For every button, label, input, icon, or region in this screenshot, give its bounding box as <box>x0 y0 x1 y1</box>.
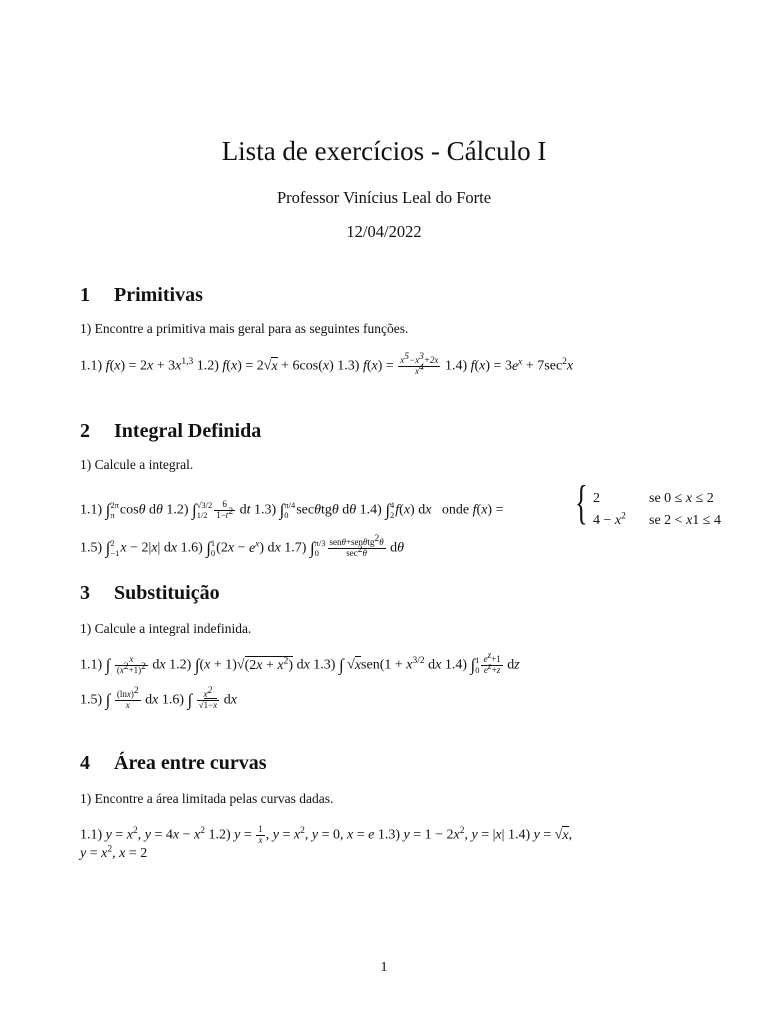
formula-line: 1.1) $y = x^2$, $y = 4x - x^2$ 1.2) y = $\frac{1}{x}$ , $y = x^2$, y = 0, x = e 1.3) $y = 1 - 2x^2$, y = |x| 1.4) y = √x, <box>80 824 573 845</box>
document-title: Lista de exercícios - Cálculo I <box>221 136 547 166</box>
section-heading <box>80 420 261 443</box>
section-heading <box>80 752 267 775</box>
document-date: 12/04/2022 <box>346 222 422 241</box>
document-page: Lista de exercícios - Cálculo I Professor Vinícius Leal do Forte 12/04/2022 1 Primitivas 1) Encontre a primitiva mais geral para as seguintes funções. 1.1) $f(x) = 2x + 3x^{1,3}$ 1.2) f(x) = 2√x + 6cos(x) 1.3) f(x) = $\frac{x^5-x^3+2x}{x^4}$ 1.4) $f(x) = 3e^x + 7\sec^2x$ 2 Integral Definida 1) Calcule a integral. 1.1) ∫ 2π π cosθ dθ 1.2) ∫ √3/2 1/2 $\frac{6}{1-t^2}$ dt 1.3) ∫ π/4 0 secθtgθ dθ 1.4) ∫ 4 2 f(x) dx onde f(x) = { 2 se 0 ≤ x ≤ 2 $4 - x^2$ se 2 < x1 ≤ 4 1.5) ∫ 2 −1 x − 2|x| dx 1.6) ∫ 1 0 $(2x - e^x)$ dx 1.7) ∫ π/3 0 $\frac{sen\theta+sen\theta tg^2\theta}{\sec^2\theta}$ dθ 3 Substituição 1) Calcule a integral indefinida. 1.1) ∫ $\frac{x}{(x^2+1)^2}$ dx 1.2) $\int(x + 1)√(2x + x^2)$ dx 1.3) ∫ √xsen(1 + $x^{3/2}$ dx 1.4) ∫ 1 0 $\frac{e^z+1}{e^z+z}$ dz 1.5) ∫ $\frac{(\ln x)^2}{x}$ dx 1.6) ∫ $\frac{x^2}{√1-x}$ dx 4 Área entre curvas 1) Encontre a área limitada pelas curvas dadas. 1.1) $y = x^2$, $y = 4x - x^2$ 1.2) y = $\frac{1}{x}$ , $y = x^2$, y = 0, x = e 1.3) $y = 1 - 2x^2$, y = |x| 1.4) y = √x, $y = x^2$, x = 2 1 <box>0 0 768 1024</box>
section-number: 2 <box>80 420 90 442</box>
section-title: Primitivas <box>114 284 203 306</box>
document-author: Professor Vinícius Leal do Forte <box>276 188 492 207</box>
section-instruction: 1) Encontre a área limitada pelas curvas dadas. <box>80 791 334 806</box>
section-instruction: 1) Calcule a integral. <box>80 457 194 472</box>
section-instruction: 1) Calcule a integral indefinida. <box>80 621 252 636</box>
formula-line: 1.1) ∫ $\frac{x}{(x^2+1)^2}$ dx 1.2) $\int(x + 1)√(2x + x^2)$ dx 1.3) ∫ √xsen(1 + $x^{3/2}$ dx 1.4) ∫ 1 0 $\frac{e^z+1}{e^z+z}$ dz <box>80 651 520 676</box>
section-heading <box>80 284 203 307</box>
section-title: Integral Definida <box>114 420 262 442</box>
formula-line: 1.5) ∫ 2 −1 x − 2|x| dx 1.6) ∫ 1 0 $(2x - e^x)$ dx 1.7) ∫ π/3 0 $\frac{sen\theta+sen\theta tg^2\theta}{\sec^2\theta}$ dθ <box>80 534 405 559</box>
formula-line: $y = x^2$, x = 2 <box>80 844 148 861</box>
section-title: Área entre curvas <box>114 752 267 774</box>
formula-line: 1.5) ∫ $\frac{(\ln x)^2}{x}$ dx 1.6) ∫ $\frac{x^2}{√1-x}$ dx <box>80 686 237 710</box>
section-instruction: 1) Encontre a primitiva mais geral para as seguintes funções. <box>80 321 409 336</box>
section-number: 3 <box>80 582 90 604</box>
page-number: 1 <box>380 960 388 975</box>
formula-line: 1.1) $f(x) = 2x + 3x^{1,3}$ 1.2) f(x) = 2√x + 6cos(x) 1.3) f(x) = $\frac{x^5-x^3+2x}{x^4}$ 1.4) $f(x) = 3e^x + 7\sec^2x$ <box>80 352 574 376</box>
section-heading <box>80 582 220 605</box>
section-title: Substituição <box>114 582 220 604</box>
section-number: 4 <box>80 752 90 774</box>
formula-line: 1.1) ∫ 2π π cosθ dθ 1.2) ∫ √3/2 1/2 $\frac{6}{1-t^2}$ dt 1.3) ∫ π/4 0 secθtgθ dθ 1.4) ∫ 4 2 f(x) dx onde f(x) = <box>80 499 504 521</box>
section-number: 1 <box>80 284 90 306</box>
